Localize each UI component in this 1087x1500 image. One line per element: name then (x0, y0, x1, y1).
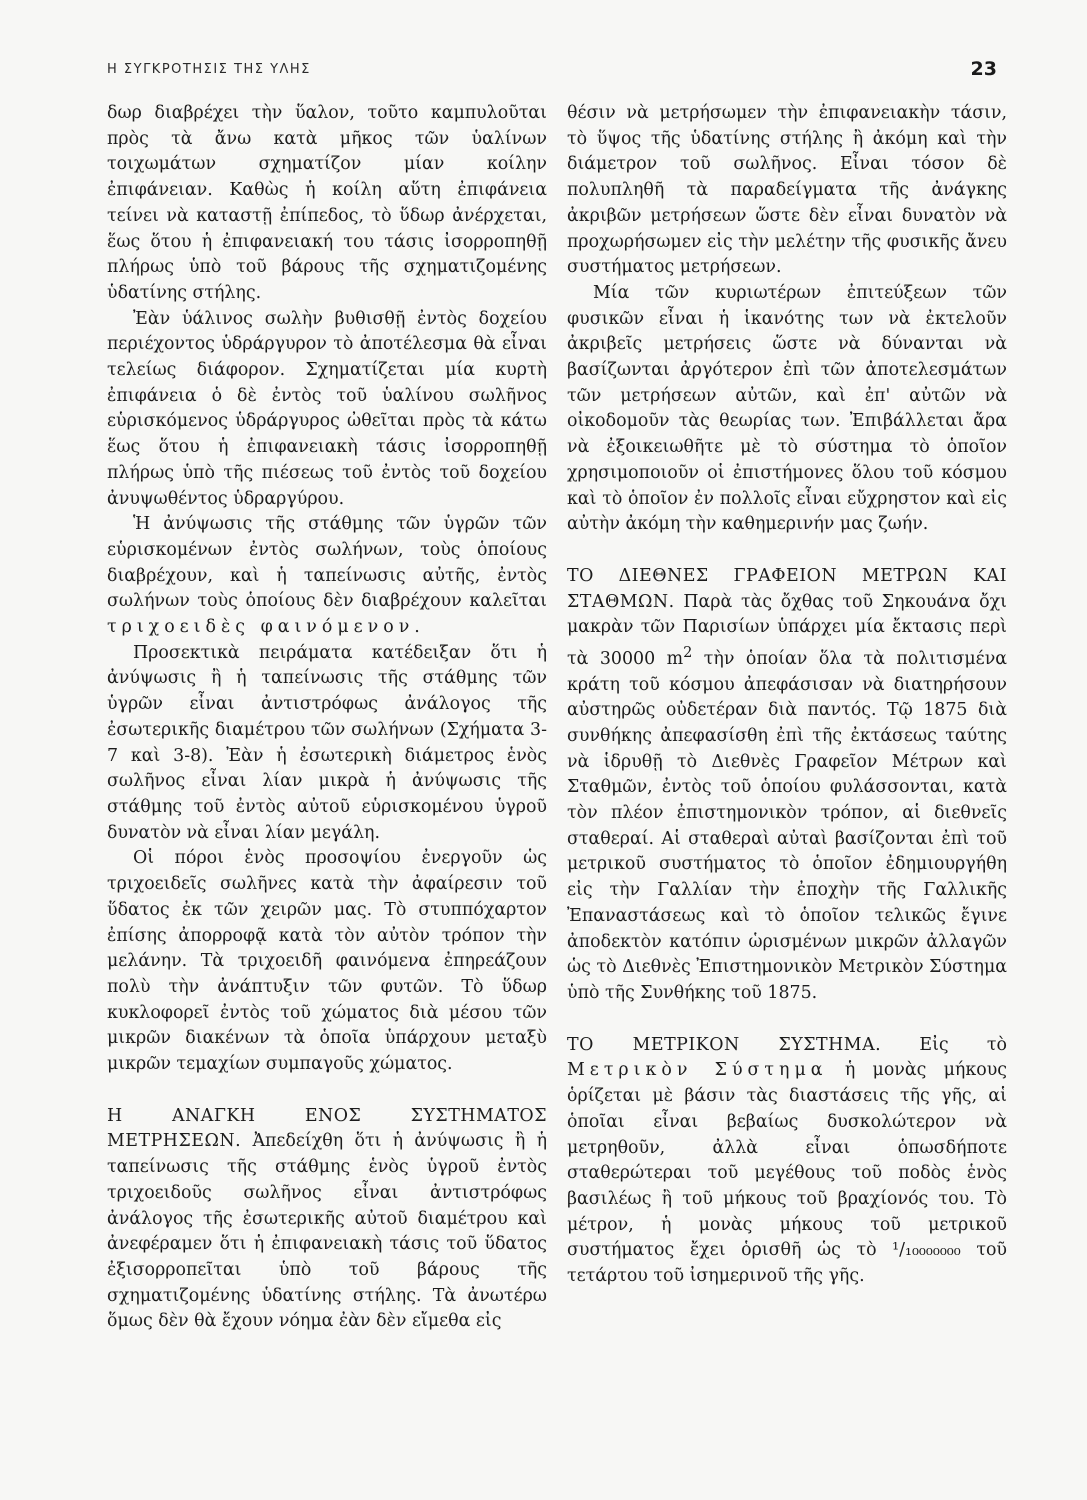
right-column (567, 101, 1007, 1290)
paragraph: Ἐὰν ὑάλινος σωλὴν βυθισθῇ ἐντὸς δοχείου περιέχοντος ὑδράργυρον τὸ ἀποτέλεσμα θὰ εἶναι τελείως διάφορον. Σχηματίζεται μία κυρτὴ ἐπιφάνεια ὁ δὲ ἐντὸς τοῦ ὑαλίνου σωλῆνος εὑρισκόμενος ὑδράργυρος ὠθεῖται πρὸς τὰ κάτω ἕως ὅτου ἡ ἐπιφανειακὴ τάσις ἰσορροπηθῇ πλήρως ὑπὸ τῆς πιέσεως τοῦ ἐντὸς τοῦ δοχείου ἀνυψωθέντος ὑδραργύρου. (107, 308, 547, 509)
running-title: Η ΣΥΓΚΡΟΤΗΣΙΣ ΤΗΣ ΥΛΗΣ (107, 62, 311, 77)
page-number: 23 (970, 58, 997, 80)
section-text: Ἀπεδείχθη ὅτι ἡ ἀνύψωσις ἢ ἡ ταπείνωσις τῆς στάθμης ἑνὸς ὑγροῦ ἐντὸς τριχοειδοῦς σωλῆνος εἶναι ἀντιστρόφως ἀνάλογος τῆς ἐσωτερικῆς αὐτοῦ διαμέτρου καὶ ἀνεφέραμεν ὅτι ἡ ἐπιφανειακὴ τάσις τοῦ ὕδατος ἐξισορροπεῖται ὑπὸ τοῦ βάρους τῆς σχηματιζομένης ὑδατίνης στήλης. Τὰ ἀνωτέρω ὅμως δὲν θὰ ἔχουν νόημα ἐὰν δὲν εἴμεθα εἰς (107, 1131, 547, 1332)
punctuation: . (414, 617, 420, 638)
page-header (107, 60, 997, 90)
section-paragraph (567, 1033, 1007, 1290)
metric-system-term: Μετρικὸν Σύστημα (567, 1060, 828, 1081)
paragraph: Οἱ πόροι ἑνὸς προσοψίου ἐνεργοῦν ὡς τριχοειδεῖς σωλῆνες κατὰ τὴν ἀφαίρεσιν τοῦ ὕδατος ἐκ τῶν χειρῶν μας. Τὸ στυππόχαρτον ἐπίσης ἀπορροφᾷ κατὰ τὸν αὐτὸν τρόπον τὴν μελάνην. Τὰ τριχοειδῆ φαινόμενα ἐπηρεάζουν πολὺ τὴν ἀνάπτυξιν τῶν φυτῶν. Τὸ ὕδωρ κυκλοφορεῖ ἐντὸς τοῦ χώματος διὰ μέσου τῶν μικρῶν διακένων τὰ ὁποῖα ὑπάρχουν μεταξὺ μικρῶν τεμαχίων συμπαγοῦς χώματος. (107, 848, 547, 1075)
paragraph-text: Ἡ ἀνύψωσις τῆς στάθμης τῶν ὑγρῶν τῶν εὑρισκομένων ἐντὸς σωλήνων, τοὺς ὁποίους διαβρέχουν, καὶ ἡ ταπείνωσις αὐτῆς, ἐντὸς σωλήνων τοὺς ὁποίους δὲν διαβρέχουν καλεῖται (107, 514, 547, 612)
section-text: ἡ μονὰς μήκους ὁρίζεται μὲ βάσιν τὰς διαστάσεις τῆς γῆς, αἱ ὁποῖαι εἶναι βεβαίως δυσκολώτερον νὰ μετρηθοῦν, ἀλλὰ εἶναι ὁπωσδήποτε σταθερώτεραι τοῦ μεγέθους τοῦ ποδὸς ἑνὸς βασιλέως ἢ τοῦ μήκους τοῦ βραχίονός του. Τὸ μέτρον, ἡ μονὰς μήκους τοῦ μετρικοῦ συστήματος ἔχει ὁρισθῆ ὡς τὸ (567, 1060, 1008, 1261)
left-column (107, 101, 547, 1335)
paragraph (107, 512, 547, 641)
capillary-term: τριχοειδὲς φαινόμενον (107, 617, 415, 638)
section-paragraph (567, 564, 1007, 1007)
section-paragraph (107, 1104, 547, 1335)
section-text: τοῦ τετάρτου τοῦ ἰσημερινοῦ τῆς γῆς. (567, 1240, 1008, 1287)
section-title: ΤΟ ΜΕΤΡΙΚΟΝ ΣΥΣΤΗΜΑ. (567, 1034, 882, 1055)
section-title: Η ΑΝΑΓΚΗ ΕΝΟΣ ΣΥΣΤΗΜΑΤΟΣ ΜΕΤΡΗΣΕΩΝ. (107, 1105, 547, 1152)
paragraph: θέσιν νὰ μετρήσωμεν τὴν ἐπιφανειακὴν τάσιν, τὸ ὕψος τῆς ὑδατίνης στήλης ἢ ἀκόμη καὶ τὴν διάμετρον τοῦ σωλῆνος. Εἶναι τόσον δὲ πολυπληθῆ τὰ παραδείγματα τῆς ἀνάγκης ἀκριβῶν μετρήσεων ὥστε δὲν εἶναι δυνατὸν νὰ προχωρήσωμεν εἰς τὴν μελέτην τῆς φυσικῆς ἄνευ συστήματος μετρήσεων. (567, 103, 1007, 278)
section-text: Παρὰ τὰς ὄχθας τοῦ Σηκουάνα ὄχι μακρὰν τῶν Παρισίων ὑπάρχει μία ἔκτασις περὶ τὰ 30000 m (567, 591, 1007, 669)
superscript: 2 (683, 645, 693, 662)
paragraph: Προσεκτικὰ πειράματα κατέδειξαν ὅτι ἡ ἀνύψωσις ἢ ἡ ταπείνωσις τῆς στάθμης τῶν ὑγρῶν εἶναι ἀντιστρόφως ἀνάλογος τῆς ἐσωτερικῆς διαμέτρου τῶν σωλήνων (Σχήματα 3-7 καὶ 3-8). Ἐὰν ἡ ἐσωτερικὴ διάμετρος ἑνὸς σωλῆνος εἶναι λίαν μικρὰ ἡ ἀνύψωσις τῆς στάθμης τοῦ ἐντὸς αὐτοῦ εὑρισκομένου ὑγροῦ δυνατὸν νὰ εἶναι λίαν μεγάλη. (107, 642, 547, 843)
fraction: ¹/₁₀₀₀₀₀₀₀ (892, 1240, 961, 1261)
section-title: ΤΟ ΔΙΕΘΝΕΣ ΓΡΑΦΕΙΟΝ ΜΕΤΡΩΝ ΚΑΙ ΣΤΑΘΜΩΝ. (567, 565, 1007, 612)
section-text: τὴν ὁποίαν ὅλα τὰ πολιτισμένα κράτη τοῦ κόσμου ἀπεφάσισαν νὰ διατηρήσουν αὐστηρῶς οὐδετέραν διὰ παντός. Τῷ 1875 διὰ συνθήκης ἀπεφασίσθη ἐπὶ τῆς ἐκτάσεως ταύτης νὰ ἱδρυθῇ τὸ Διεθνὲς Γραφεῖον Μέτρων καὶ Σταθμῶν, ἐντὸς τοῦ ὁποίου φυλάσσονται, κατὰ τὸν πλέον ἐπιστημονικὸν τρόπον, αἱ διεθνεῖς σταθεραί. Αἱ σταθεραὶ αὐταὶ βασίζονται ἐπὶ τοῦ μετρικοῦ συστήματος τὸ ὁποῖον ἐδημιουργήθη εἰς τὴν Γαλλίαν τὴν ἐποχὴν τῆς Γαλλικῆς Ἐπαναστάσεως καὶ τὸ ὁποῖον τελικῶς ἔγινε ἀποδεκτὸν κατόπιν ὡρισμένων μικρῶν ἀλλαγῶν ὡς τὸ Διεθνὲς Ἐπιστημονικὸν Μετρικὸν Σύστημα ὑπὸ τῆς Συνθήκης τοῦ 1875. (567, 648, 1008, 1003)
paragraph: Μία τῶν κυριωτέρων ἐπιτεύξεων τῶν φυσικῶν εἶναι ἡ ἱκανότης των νὰ ἐκτελοῦν ἀκριβεῖς μετρήσεις ὥστε νὰ δύνανται νὰ βασίζωνται ἀργότερον ἐπὶ τῶν ἀποτελεσμάτων τῶν μετρήσεων αὐτῶν, καὶ ἐπ' αὐτῶν νὰ οἰκοδομοῦν τὰς θεωρίας των. Ἐπιβάλλεται ἄρα νὰ ἐξοικειωθῆτε μὲ τὸ σύστημα τὸ ὁποῖον χρησιμοποιοῦν οἱ ἐπιστήμονες ὅλου τοῦ κόσμου καὶ τὸ ὁποῖον ἐν πολλοῖς εἶναι εὔχρηστον καὶ εἰς αὐτὴν ἀκόμη τὴν καθημερινήν μας ζωήν. (567, 282, 1007, 535)
paragraph: δωρ διαβρέχει τὴν ὕαλον, τοῦτο καμπυλοῦται πρὸς τὰ ἄνω κατὰ μῆκος τῶν ὑαλίνων τοιχωμάτων σχηματίζον μίαν κοίλην ἐπιφάνειαν. Καθὼς ἡ κοίλη αὕτη ἐπιφάνεια τείνει νὰ καταστῇ ἐπίπεδος, τὸ ὕδωρ ἀνέρχεται, ἕως ὅτου ἡ ἐπιφανειακή του τάσις ἰσορροπηθῇ πλήρως ὑπὸ τοῦ βάρους τῆς σχηματιζομένης ὑδατίνης στήλης. (107, 103, 547, 303)
section-text: Εἰς τὸ (919, 1034, 1007, 1055)
